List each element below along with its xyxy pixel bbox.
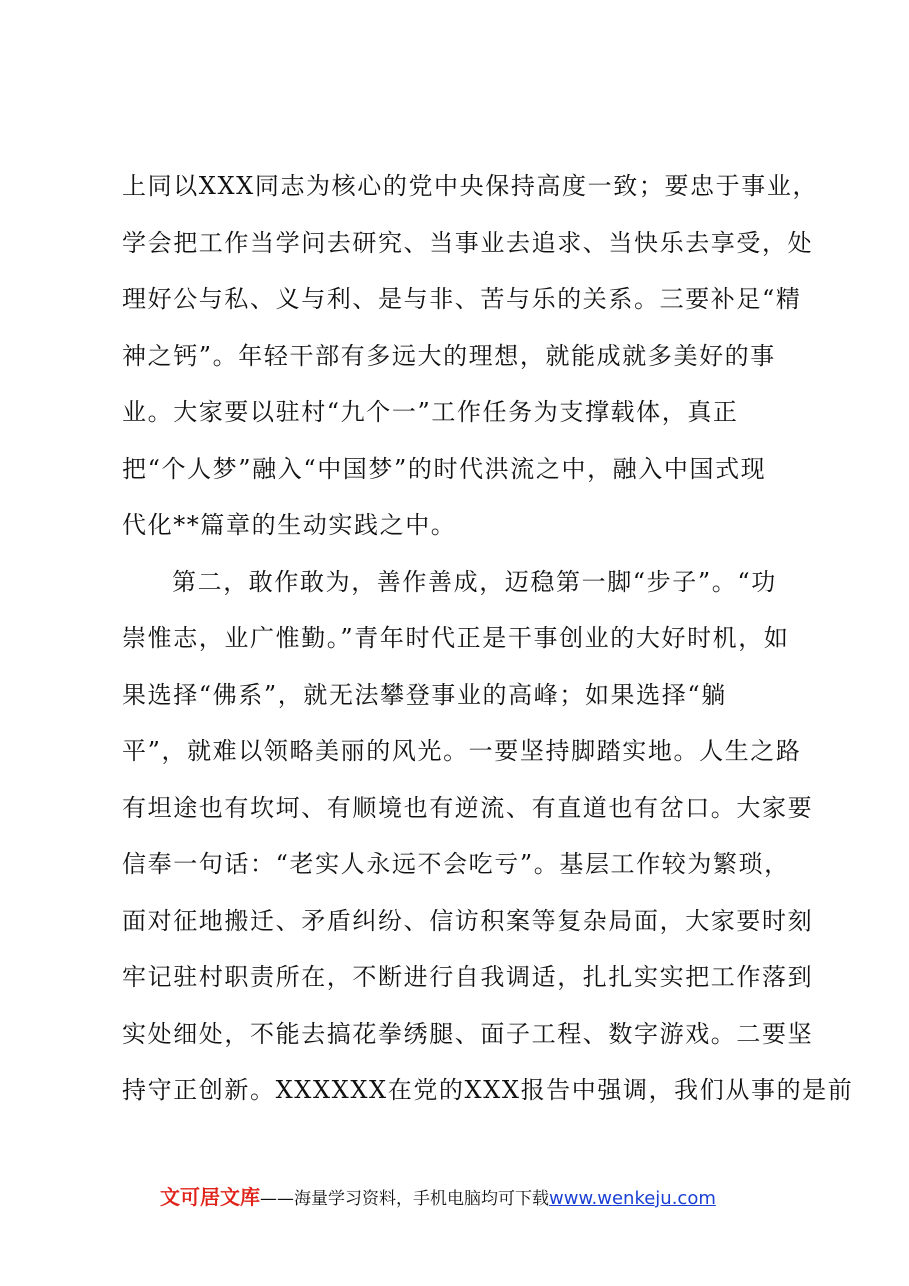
text-line: 牢记驻村职责所在，不断进行自我调适，扎扎实实把工作落到 xyxy=(122,963,814,991)
text-line: 业。大家要以驻村“九个一”工作任务为支撑载体，真正 xyxy=(122,398,739,426)
text-line: 理好公与私、义与利、是与非、苦与乐的关系。三要补足“精 xyxy=(122,285,802,313)
text-line: 把“个人梦”融入“中国梦”的时代洪流之中，融入中国式现 xyxy=(122,454,767,483)
text-line: 平”，就难以领略美丽的风光。一要坚持脚踏实地。人生之路 xyxy=(122,737,802,765)
text-line: 上同以XXX同志为核心的党中央保持高度一致；要忠于事业， xyxy=(122,172,819,200)
page-footer xyxy=(160,1182,716,1212)
text-line: 信奉一句话：“老实人永远不会吃亏”。基层工作较为繁琐， xyxy=(122,850,790,878)
text-line: 面对征地搬迁、矛盾纠纷、信访积案等复杂局面，大家要时刻 xyxy=(122,906,814,935)
text-line: 代化**篇章的生动实践之中。 xyxy=(122,511,457,539)
paragraph-start-line: 第二，敢作敢为，善作善成，迈稳第一脚“步子”。“功 xyxy=(172,567,777,596)
footer-tagline: ——海量学习资料，手机电脑均可下载 xyxy=(260,1189,549,1209)
footer-website-link[interactable]: www.wenkeju.com xyxy=(549,1188,716,1209)
text-line: 持守正创新。XXXXXX在党的XXX报告中强调，我们从事的是前 xyxy=(122,1076,854,1104)
text-line: 神之钙”。年轻干部有多远大的理想，就能成就多美好的事 xyxy=(122,341,776,370)
text-line: 果选择“佛系”，就无法攀登事业的高峰；如果选择“躺 xyxy=(122,680,727,709)
text-line: 学会把工作当学问去研究、当事业去追求、当快乐去享受，处 xyxy=(122,228,814,257)
text-line: 有坦途也有坎坷、有顺境也有逆流、有直道也有岔口。大家要 xyxy=(122,793,814,822)
document-body xyxy=(122,158,854,1119)
footer-brand: 文可居文库 xyxy=(160,1185,260,1209)
text-line: 实处细处，不能去搞花拳绣腿、面子工程、数字游戏。二要坚 xyxy=(122,1019,814,1048)
text-line: 崇惟志，业广惟勤。”青年时代正是干事创业的大好时机，如 xyxy=(122,624,790,652)
